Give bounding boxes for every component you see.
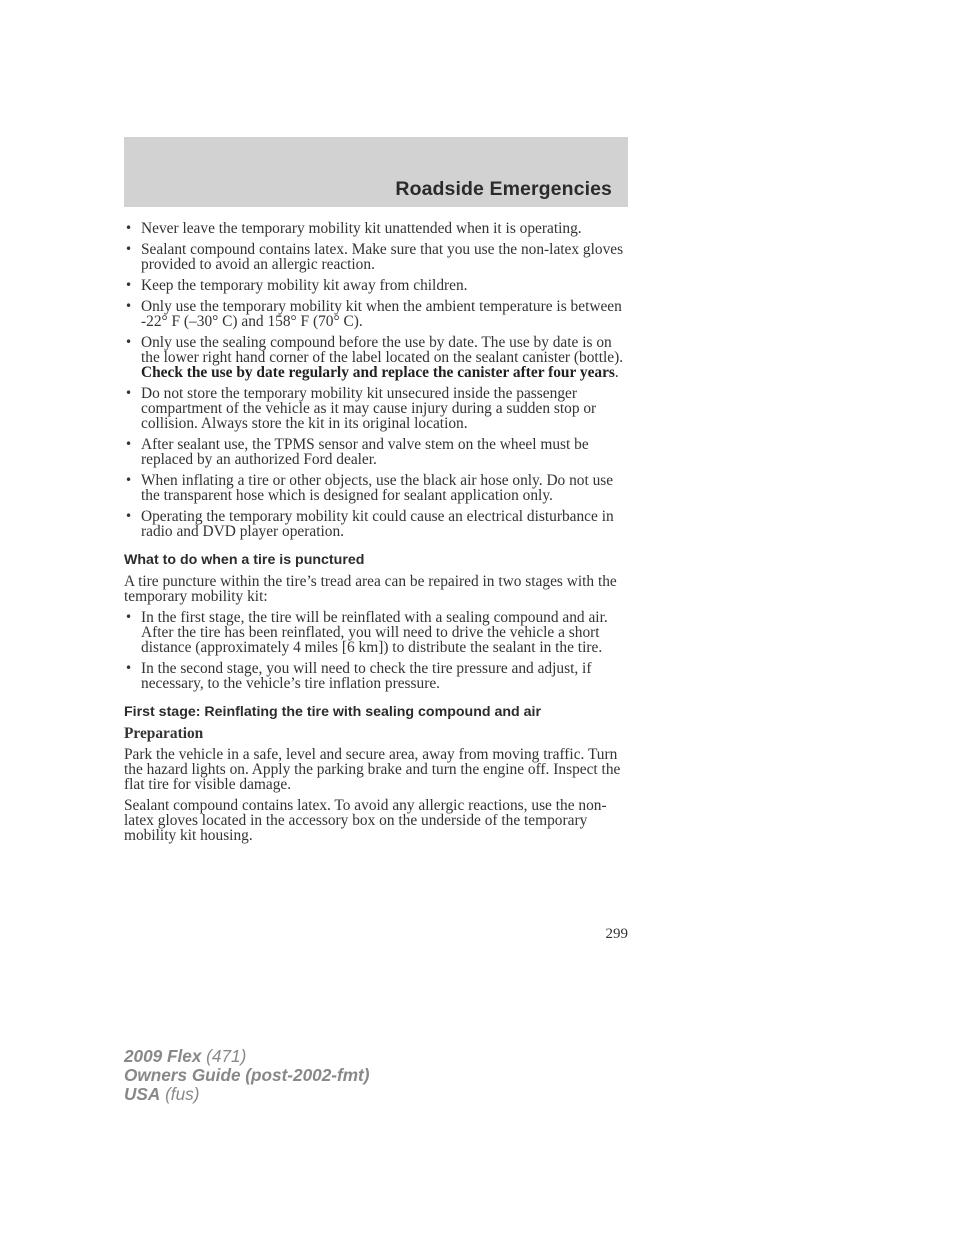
list-item: • Sealant compound contains latex. Make sure that you use the non-latex gloves provided to avoid an allergic reaction.: [124, 242, 628, 272]
stage-bullet-list: [124, 610, 628, 691]
latex-paragraph: Sealant compound contains latex. To avoid any allergic reactions, use the non-latex gloves located in the accessory box on the underside of the temporary mobility kit housing.: [124, 797, 607, 844]
list-item: • Do not store the temporary mobility kit unsecured inside the passenger compartment of the vehicle as it may cause injury during a sudden stop or collision. Always store the kit in its original location.: [124, 386, 628, 431]
list-item: • In the second stage, you will need to check the tire pressure and adjust, if necessary, to the vehicle’s tire inflation pressure.: [124, 661, 628, 691]
footer-market: USA: [124, 1084, 161, 1104]
footer-line-model: [124, 1047, 369, 1066]
section-title: Roadside Emergencies: [395, 178, 612, 200]
list-item-emphasis: Check the use by date regularly and replace the canister after four years: [141, 364, 615, 381]
section-heading-first-stage: First stage: Reinflating the tire with sealing compound and air: [124, 704, 542, 720]
list-item: • After sealant use, the TPMS sensor and valve stem on the wheel must be replaced by an authorized Ford dealer.: [124, 437, 628, 467]
list-item: [124, 335, 628, 380]
section-header-band: [124, 137, 628, 207]
section-heading-punctured: What to do when a tire is punctured: [124, 552, 365, 568]
list-item: • Operating the temporary mobility kit could cause an electrical disturbance in radio and DVD player operation.: [124, 509, 628, 539]
list-item: • When inflating a tire or other objects, use the black air hose only. Do not use the transparent hose which is designed for sealant application only.: [124, 473, 628, 503]
footer-line-market: [124, 1085, 369, 1104]
footer-line-guide: [124, 1066, 369, 1085]
list-item: • Only use the temporary mobility kit when the ambient temperature is between -22° F (–30° C) and 158° F (70° C).: [124, 299, 628, 329]
list-item: • Keep the temporary mobility kit away from children.: [124, 278, 628, 293]
list-item-text: Only use the sealing compound before the use by date. The use by date is on the lower right hand corner of the label located on the sealant canister (bottle).: [141, 334, 624, 366]
warning-bullet-list: [124, 221, 628, 539]
footer-model: 2009 Flex: [124, 1046, 202, 1066]
page-content: [124, 221, 628, 849]
footer-model-code: (471): [201, 1046, 247, 1066]
footer-market-code: (fus): [160, 1084, 200, 1104]
preparation-heading: Preparation: [124, 725, 204, 742]
list-item-tail: .: [614, 364, 619, 381]
footer-guide: Owners Guide (post-2002-fmt): [124, 1065, 370, 1085]
list-item: • Never leave the temporary mobility kit unattended when it is operating.: [124, 221, 628, 236]
section-intro-paragraph: A tire puncture within the tire’s tread area can be repaired in two stages with the temporary mobility kit:: [124, 573, 617, 605]
preparation-paragraph: Park the vehicle in a safe, level and secure area, away from moving traffic. Turn the hazard lights on. Apply the parking brake and turn the engine off. Inspect the flat tire for visible damage.: [124, 746, 621, 793]
document-footer: [124, 1047, 369, 1104]
list-item: • In the first stage, the tire will be reinflated with a sealing compound and air. After the tire has been reinflated, you will need to drive the vehicle a short distance (approximately 4 miles [6 km]) to distribute the sealant in the tire.: [124, 610, 628, 655]
page-number: 299: [605, 926, 628, 942]
